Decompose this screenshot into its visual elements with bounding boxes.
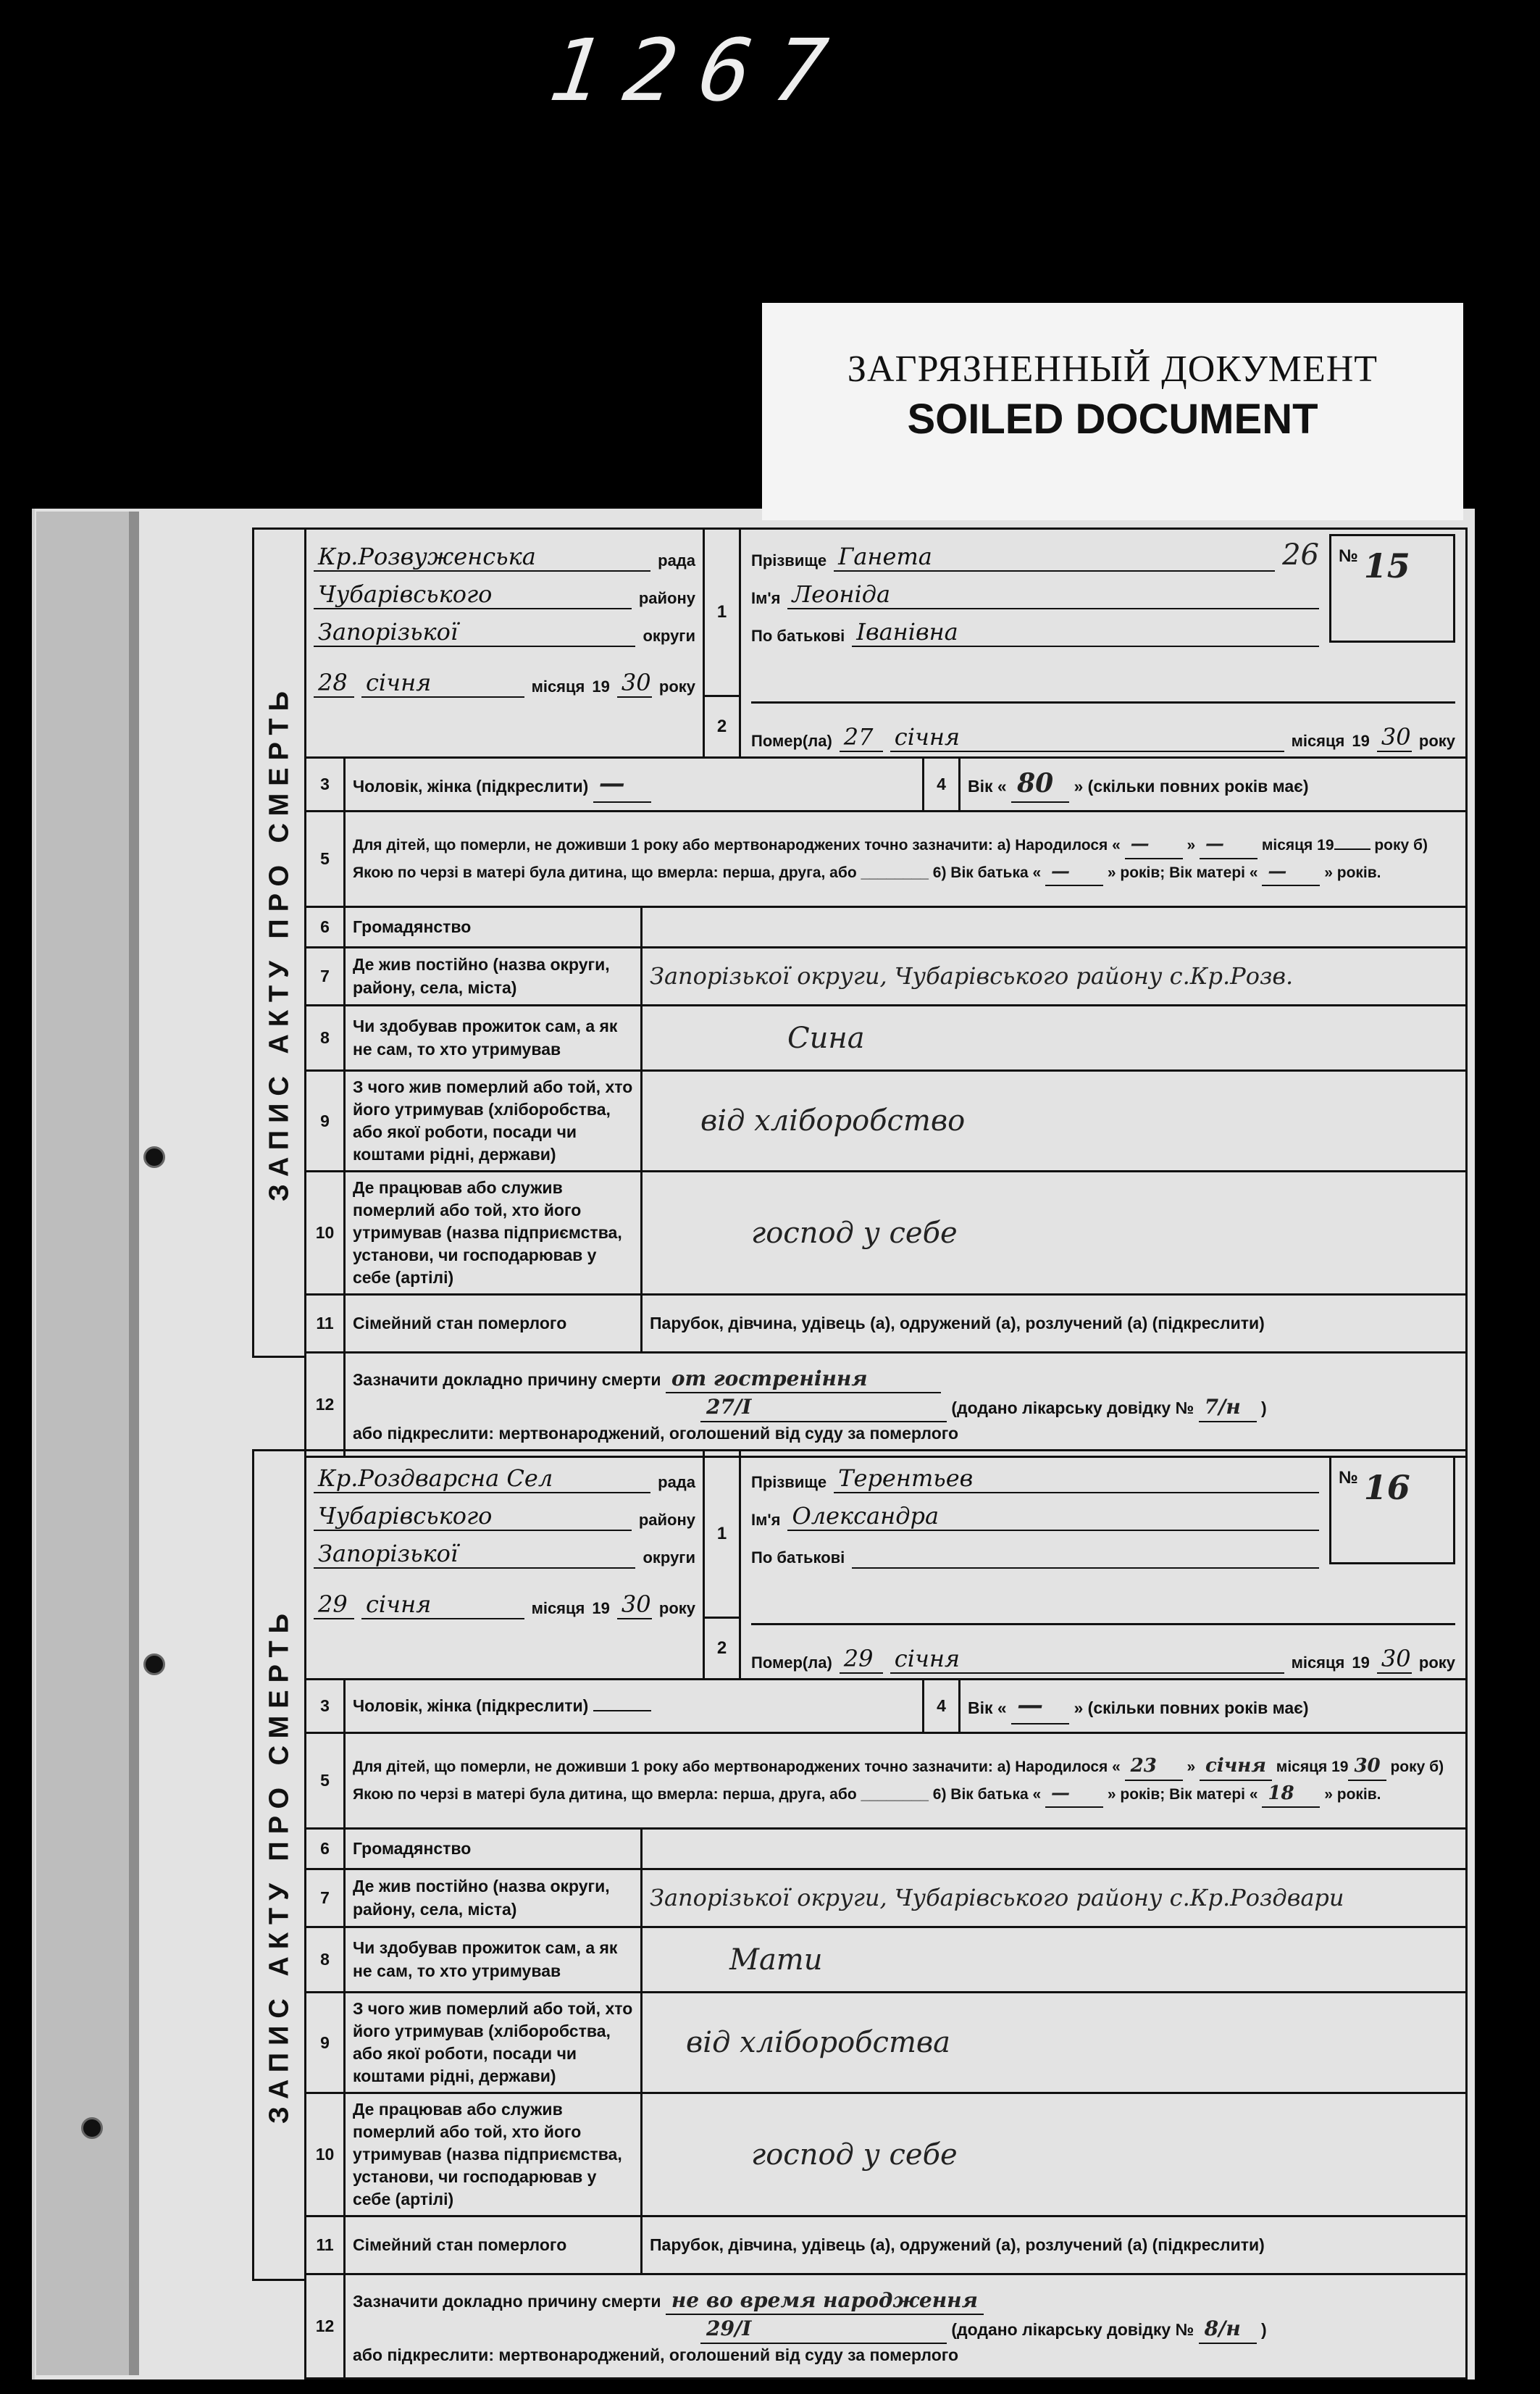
reg-month: січня bbox=[361, 1590, 524, 1619]
residence-field: Запорізької округи, Чубарівського району с.Кр.Роздвари bbox=[650, 1883, 1344, 1911]
record-1-header: Кр.Розвуженська рада Чубарівського району Запорізької округи 28 січня місяця 19 30 року 1 2 Прізвище Ганета 26 Ім'я Леоніда По батькові Іванівна № 15 Помер(ла) 27 січня місяця 19 30 року bbox=[304, 527, 1468, 756]
surname-note: 26 bbox=[1282, 538, 1319, 572]
punch-hole bbox=[143, 1653, 165, 1675]
binder-strip bbox=[36, 512, 129, 2375]
reg-year: 30 bbox=[617, 1590, 652, 1619]
side-title-2: ЗАПИС АКТУ ПРО СМЕРТЬ bbox=[252, 1449, 304, 2281]
registration-block-2: Кр.Роздварсна Сел рада Чубарівського району Запорізької округи 29 січня місяця 19 30 року bbox=[306, 1451, 705, 1678]
reg-month: січня bbox=[361, 669, 524, 698]
death-day: 29 bbox=[840, 1645, 883, 1674]
record-number: 16 bbox=[1363, 1468, 1410, 1507]
workplace-field: господ у себе bbox=[751, 1216, 958, 1250]
reg-year: 30 bbox=[617, 669, 652, 698]
death-month: січня bbox=[890, 723, 1284, 752]
record-1-table: 3 Чоловік, жінка (підкреслити) — 4 Вік « 80 » (скільки повних років має) 5 Для дітей, що померли, не доживши 1 року або мертвонароджених точно зазначити: а) Народилося « — » — місяця 19 року б) Якою по черзі в матері була дитина, що вмерла: перша, друга, або ________ 6) Вік батька « — » років; Вік матері « — » років. 6 Громадянство 7 Де жив постійно (назва округи, району, села, міста) Запорізької округи, Чубарівського району с.Кр.Розв. 8 Чи здобував прожиток сам, а як не сам, то хто утримував Сина 9 З чого жив померлий або той, хто його утримував (хліборобства, або якої роботи, посади чи коштами рідні, держави) від хліборобство 10 Де працював або служив померлий або той, хто його утримував (назва підприємства, установи, чи господарював у себе (артілі) господ у себе 11 Сімейний стан померлого Парубок, дівчина, удівець (а), одружений (а), розлучений (а) (підкреслити) 12 Зазначити докладно причину смерти от гостреніння 27/I (додано лікарську довідку № 7/н ) або підкреслити: мертвонароджений, оголошений від суду за померлого bbox=[304, 756, 1468, 1458]
page-number: 1267 bbox=[543, 20, 856, 120]
side-title-1: ЗАПИС АКТУ ПРО СМЕРТЬ bbox=[252, 527, 304, 1358]
record-number-box: № 16 bbox=[1329, 1456, 1455, 1564]
name-field: Леоніда bbox=[787, 580, 1319, 609]
rayon-field: Чубарівського bbox=[314, 1502, 632, 1531]
death-record-1 bbox=[304, 527, 1468, 1458]
punch-hole bbox=[143, 1146, 165, 1168]
person-block-2: Прізвище Терентьев Ім'я Олександра По батькові № 16 Помер(ла) 29 січня місяця 19 30 року bbox=[741, 1451, 1465, 1678]
death-year: 30 bbox=[1377, 723, 1412, 752]
residence-field: Запорізької округи, Чубарівського району с.Кр.Розв. bbox=[650, 962, 1294, 990]
cause-field: от гостреніння bbox=[666, 1365, 941, 1394]
rada-field: Кр.Розвуженська bbox=[314, 543, 650, 572]
record-2-header: Кр.Роздварсна Сел рада Чубарівського району Запорізької округи 29 січня місяця 19 30 року 1 2 Прізвище Терентьев Ім'я Олександра По батькові № 16 Помер(ла) 29 січня місяця 19 30 року bbox=[304, 1449, 1468, 1678]
okruha-field: Запорізької bbox=[314, 618, 635, 647]
death-month: січня bbox=[890, 1645, 1284, 1674]
income-source-field: від хліборобства bbox=[686, 2026, 951, 2060]
person-block-1: Прізвище Ганета 26 Ім'я Леоніда По батькові Іванівна № 15 Помер(ла) 27 січня місяця 19 30 року bbox=[741, 530, 1465, 756]
reg-day: 29 bbox=[314, 1590, 354, 1619]
stamp-english: SOILED DOCUMENT bbox=[907, 396, 1318, 443]
age-field: 80 bbox=[1011, 766, 1069, 803]
record-2-table: 3 Чоловік, жінка (підкреслити) 4 Вік « — » (скільки повних років має) 5 Для дітей, що померли, не доживши 1 року або мертвонароджених точно зазначити: а) Народилося « 23 » січня місяця 19 30 року б) Якою по черзі в матері була дитина, що вмерла: перша, друга, або ________ 6) Вік батька « — » років; Вік матері « 18 » років. 6 Громадянство 7 Де жив постійно (назва округи, району, села, міста) Запорізької округи, Чубарівського району с.Кр.Роздвари 8 Чи здобував прожиток сам, а як не сам, то хто утримував Мати 9 З чого жив померлий або той, хто його утримував (хліборобства, або якої роботи, посади чи коштами рідні, держави) від хліборобства 10 Де працював або служив померлий або той, хто його утримував (назва підприємства, установи, чи господарював у себе (артілі) господ у себе 11 Сімейний стан померлого Парубок, дівчина, удівець (а), одружений (а), розлучений (а) (підкреслити) 12 Зазначити докладно причину смерти не во время народження 29/I (додано лікарську довідку № 8/н ) або підкреслити: мертвонароджений, оголошений від суду за померлого bbox=[304, 1678, 1468, 2380]
death-record-2 bbox=[304, 1449, 1468, 2380]
patronymic-field bbox=[852, 1567, 1319, 1569]
workplace-field: господ у себе bbox=[751, 2138, 958, 2172]
rada-field: Кр.Роздварсна Сел bbox=[314, 1464, 650, 1493]
income-field: Сина bbox=[787, 1021, 865, 1055]
registration-block-1: Кр.Розвуженська рада Чубарівського району Запорізької округи 28 січня місяця 19 30 року bbox=[306, 530, 705, 756]
record-number: 15 bbox=[1363, 546, 1410, 585]
name-field: Олександра bbox=[787, 1502, 1319, 1531]
patronymic-field: Іванівна bbox=[852, 618, 1319, 647]
death-day: 27 bbox=[840, 723, 883, 752]
death-year: 30 bbox=[1377, 1645, 1412, 1674]
cause-field: не во время народження bbox=[666, 2287, 984, 2316]
income-field: Мати bbox=[729, 1943, 823, 1977]
reg-day: 28 bbox=[314, 669, 354, 698]
binder-edge bbox=[129, 512, 139, 2375]
soiled-document-stamp bbox=[762, 303, 1463, 520]
rayon-field: Чубарівського bbox=[314, 580, 632, 609]
surname-field: Терентьев bbox=[834, 1464, 1319, 1493]
record-number-box: № 15 bbox=[1329, 534, 1455, 643]
income-source-field: від хліборобство bbox=[700, 1104, 966, 1138]
age-field: — bbox=[1011, 1688, 1069, 1724]
punch-hole bbox=[81, 2117, 103, 2139]
okruha-field: Запорізької bbox=[314, 1540, 635, 1569]
surname-field: Ганета bbox=[834, 543, 1275, 572]
stamp-russian: ЗАГРЯЗНЕННЫЙ ДОКУМЕНТ bbox=[847, 349, 1378, 390]
